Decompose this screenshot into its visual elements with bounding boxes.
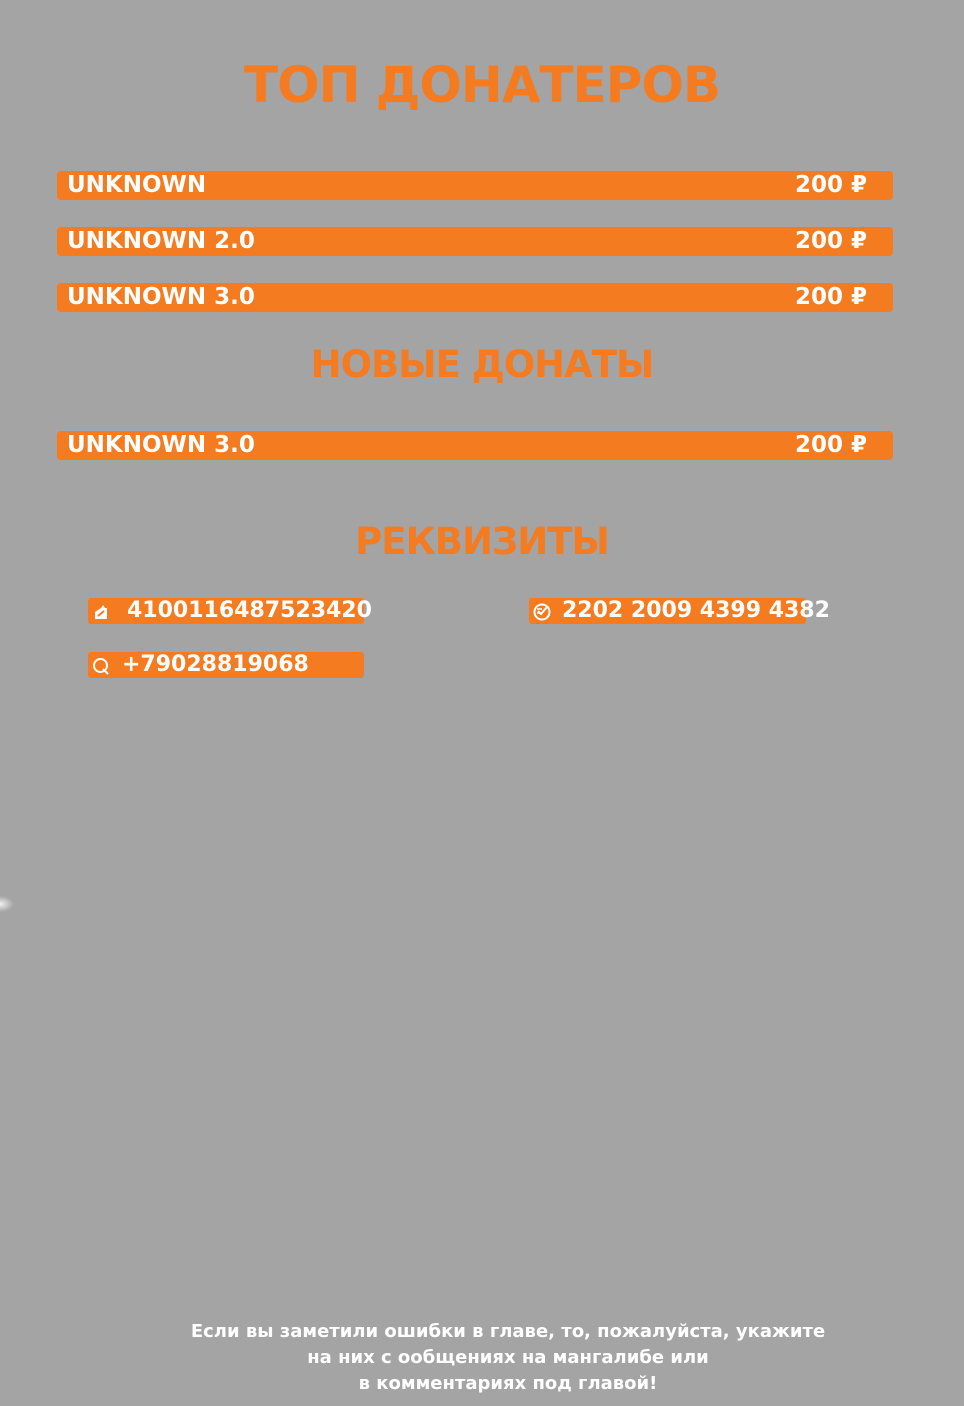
footer-line: в комментариях под главой!	[358, 1373, 658, 1394]
new-donations-title: НОВЫЕ ДОНАТЫ	[310, 343, 654, 386]
donor-row	[57, 283, 893, 312]
qiwi-requisite	[88, 652, 364, 678]
donor-amount: 200 ₽	[794, 228, 867, 254]
footer-line: на них с ообщениях на мангалибе или	[307, 1347, 709, 1368]
requisites-title: РЕКВИЗИТЫ	[355, 520, 609, 563]
sberbank-card-number: 2202 2009 4399 4382	[562, 598, 830, 623]
footer-note	[0, 1319, 964, 1397]
qiwi-icon	[92, 656, 110, 674]
edge-glare	[0, 896, 14, 912]
new-donation-row	[57, 431, 893, 460]
donor-amount: 200 ₽	[794, 284, 867, 310]
sberbank-card-icon	[533, 602, 551, 620]
donor-name: UNKNOWN 3.0	[67, 432, 255, 458]
donor-row	[57, 171, 893, 200]
top-donors-title: ТОП ДОНАТЕРОВ	[244, 56, 720, 114]
yoomoney-number: 4100116487523420	[127, 598, 372, 623]
yoomoney-requisite	[88, 598, 372, 624]
yoomoney-wallet-icon	[92, 602, 110, 620]
donor-row	[57, 227, 893, 256]
donor-name: UNKNOWN 3.0	[67, 284, 255, 310]
footer-line: Если вы заметили ошибки в главе, то, пожалуйста, укажите	[190, 1321, 826, 1342]
donor-amount: 200 ₽	[794, 172, 867, 198]
sberbank-requisite	[529, 598, 830, 624]
donor-name: UNKNOWN 2.0	[67, 228, 255, 254]
donor-name: UNKNOWN	[67, 172, 207, 198]
qiwi-phone-number: +79028819068	[122, 652, 309, 677]
donor-amount: 200 ₽	[794, 432, 867, 458]
